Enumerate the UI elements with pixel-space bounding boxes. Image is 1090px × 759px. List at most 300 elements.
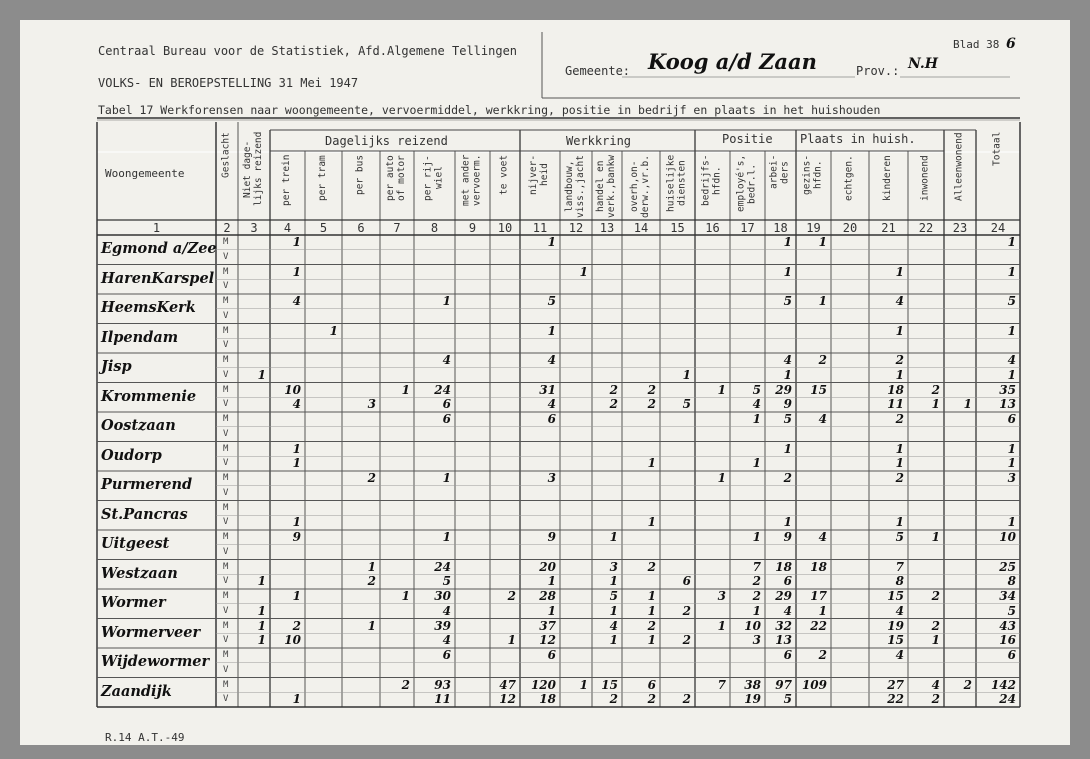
table-cell: 3 — [717, 589, 726, 603]
table-cell: 28 — [539, 589, 556, 603]
table-cell: 6 — [442, 648, 451, 662]
table-cell: 20 — [539, 559, 556, 574]
woongemeente-name: Oostzaan — [101, 417, 176, 434]
table-cell: 3 — [1007, 471, 1016, 485]
table-cell: 6 — [547, 412, 556, 426]
table-cell: 3 — [609, 559, 618, 574]
table-cell: 1 — [609, 574, 618, 589]
table-cell: 39 — [434, 618, 451, 633]
table-cell: 1 — [931, 397, 940, 412]
table-cell: 1 — [931, 633, 940, 648]
table-cell: 10 — [999, 530, 1016, 544]
table-cell: 2 — [647, 692, 656, 707]
table-cell: 5 — [1007, 294, 1016, 308]
table-cell: 1 — [818, 294, 827, 308]
sex-label: M — [223, 591, 229, 601]
table-cell: 15 — [887, 589, 904, 603]
table-cell: 4 — [818, 530, 827, 544]
table-cell: 1 — [367, 559, 376, 574]
table-cell: 4 — [547, 397, 556, 412]
table-cell: 8 — [895, 574, 904, 589]
column-header-24: Totaal — [991, 132, 1003, 167]
column-number-15: 15 — [670, 221, 685, 235]
column-number-22: 22 — [918, 221, 934, 235]
column-header-21: kinderen — [882, 155, 894, 201]
table-cell: 4 — [292, 294, 301, 308]
sex-label: V — [223, 487, 229, 498]
table-cell: 2 — [647, 618, 656, 633]
table-cell: 22 — [810, 618, 827, 633]
table-cell: 6 — [547, 648, 556, 662]
table-cell: 1 — [1007, 441, 1016, 456]
table-cell: 4 — [1007, 353, 1016, 367]
gemeente-value: Koog a/d Zaan — [648, 49, 817, 74]
table-cell: 3 — [547, 471, 556, 485]
sex-label: M — [223, 561, 229, 572]
table-cell: 16 — [999, 633, 1016, 648]
column-number-2: 2 — [223, 221, 231, 235]
table-cell: 5 — [752, 382, 761, 397]
woongemeente-name: HarenKarspel — [101, 269, 215, 287]
table-cell: 9 — [783, 397, 792, 412]
column-header-14: overh,on- derw.,vr.b. — [629, 155, 651, 218]
table-cell: 2 — [401, 677, 410, 692]
column-number-20: 20 — [842, 221, 858, 235]
table-cell: 1 — [895, 441, 904, 456]
table-cell: 2 — [647, 559, 656, 574]
table-cell: 1 — [647, 456, 656, 471]
table-cell: 1 — [818, 603, 827, 618]
table-cell: 2 — [818, 648, 827, 662]
column-header-13: handel en verk.,bankw — [595, 155, 617, 218]
column-number-24: 24 — [990, 221, 1006, 235]
column-number-4: 4 — [283, 221, 292, 235]
table-cell: 1 — [367, 618, 376, 633]
table-cell: 6 — [442, 397, 451, 412]
sex-label: V — [223, 694, 229, 705]
table-cell: 2 — [752, 589, 761, 603]
table-cell: 1 — [895, 515, 904, 530]
table-title: Tabel 17 Werkforensen naar woongemeente, vervoermiddel, werkkring, positie in bedrijf en plaats in het huishouden — [98, 103, 881, 117]
table-cell: 2 — [609, 692, 618, 707]
sex-label: M — [223, 325, 229, 336]
table-cell: 2 — [609, 382, 618, 397]
table-cell: 4 — [895, 603, 904, 618]
table-cell: 4 — [442, 353, 451, 367]
page-number-suffix: 6 — [1006, 36, 1016, 52]
sex-label: V — [223, 340, 229, 351]
table-cell: 1 — [1007, 456, 1016, 471]
table-cell: 9 — [547, 530, 556, 544]
group-werkkring: Werkkring — [566, 134, 632, 148]
column-number-17: 17 — [740, 221, 755, 235]
table-cell: 1 — [818, 235, 827, 249]
table-cell: 5 — [783, 294, 792, 308]
table-cell: 1 — [717, 471, 726, 485]
column-header-8: per rij- wiel — [422, 155, 445, 201]
table-cell: 1 — [292, 441, 301, 456]
table-cell: 1 — [783, 515, 792, 530]
table-cell: 5 — [1007, 603, 1016, 618]
woongemeente-name: Ilpendam — [101, 328, 179, 346]
table-cell: 12 — [539, 633, 556, 648]
sex-label: V — [223, 605, 229, 616]
table-cell: 3 — [367, 397, 376, 412]
column-header-woongemeente: Woongemeente — [105, 167, 185, 180]
column-number-23: 23 — [952, 221, 968, 235]
table-cell: 1 — [895, 456, 904, 471]
table-cell: 35 — [999, 382, 1016, 397]
table-cell: 18 — [810, 559, 827, 574]
table-cell: 19 — [887, 618, 904, 633]
table-cell: 1 — [647, 633, 656, 648]
table-cell: 2 — [931, 618, 940, 633]
table-cell: 1 — [1007, 235, 1016, 249]
column-header-22: inwonend — [919, 155, 931, 201]
table-cell: 15 — [887, 633, 904, 648]
woongemeente-name: Jisp — [101, 358, 132, 375]
table-cell: 29 — [775, 382, 792, 397]
table-cell: 4 — [609, 618, 618, 633]
census-form-sheet — [20, 20, 1070, 745]
table-cell: 18 — [539, 692, 556, 707]
sex-label: V — [223, 546, 229, 557]
table-cell: 2 — [682, 692, 691, 707]
table-cell: 2 — [895, 353, 904, 367]
province-label: Prov.: — [856, 64, 900, 78]
table-cell: 1 — [257, 574, 266, 589]
table-cell: 1 — [783, 235, 792, 249]
table-cell: 6 — [1007, 648, 1016, 662]
table-cell: 1 — [292, 692, 301, 707]
column-header-5: per tram — [317, 155, 329, 201]
table-cell: 5 — [783, 412, 792, 426]
sex-label: V — [223, 576, 229, 587]
table-cell: 6 — [783, 574, 792, 589]
table-cell: 1 — [783, 367, 792, 382]
table-cell: 1 — [547, 603, 556, 618]
table-cell: 4 — [818, 412, 827, 426]
table-cell: 4 — [895, 648, 904, 662]
sex-label: V — [223, 458, 229, 469]
table-cell: 11 — [887, 397, 904, 412]
bureau-heading: Centraal Bureau voor de Statistiek, Afd.Algemene Tellingen — [98, 44, 518, 58]
table-cell: 2 — [682, 633, 691, 648]
column-header-11: nijver- heid — [528, 155, 550, 196]
column-header-18: arbei- ders — [768, 155, 791, 190]
table-cell: 22 — [887, 692, 904, 707]
table-cell: 4 — [783, 353, 792, 367]
census-heading: VOLKS- EN BEROEPSTELLING 31 Mei 1947 — [98, 76, 359, 90]
table-cell: 24 — [434, 382, 451, 397]
sex-label: M — [223, 650, 229, 660]
table-cell: 10 — [744, 618, 761, 633]
table-cell: 2 — [507, 589, 516, 603]
table-cell: 1 — [609, 603, 618, 618]
table-cell: 1 — [1007, 264, 1016, 279]
table-cell: 1 — [292, 515, 301, 530]
sex-label: V — [223, 635, 229, 646]
table-cell: 1 — [442, 530, 451, 544]
table-cell: 2 — [367, 574, 376, 589]
group-plaats-in-huishouden: Plaats in huish. — [800, 132, 916, 146]
table-cell: 18 — [887, 382, 904, 397]
table-cell: 2 — [818, 353, 827, 367]
table-cell: 1 — [547, 235, 556, 249]
column-number-6: 6 — [357, 221, 365, 235]
table-cell: 1 — [507, 633, 516, 648]
woongemeente-name: Zaandijk — [101, 682, 172, 700]
table-cell: 5 — [895, 530, 904, 544]
table-cell: 5 — [442, 574, 451, 589]
table-cell: 11 — [434, 692, 451, 707]
table-cell: 1 — [401, 589, 410, 603]
table-cell: 1 — [609, 633, 618, 648]
table-cell: 13 — [999, 397, 1016, 412]
table-cell: 1 — [895, 264, 904, 279]
sex-label: M — [223, 443, 229, 454]
table-cell: 1 — [895, 323, 904, 338]
table-cell: 1 — [292, 264, 301, 279]
woongemeente-name: HeemsKerk — [101, 299, 196, 316]
table-cell: 5 — [783, 692, 792, 707]
table-cell: 2 — [682, 603, 691, 618]
table-cell: 1 — [547, 323, 556, 338]
form-code-footer: R.14 A.T.-49 — [105, 731, 185, 744]
woongemeente-name: Purmerend — [101, 476, 193, 493]
table-cell: 7 — [717, 677, 726, 692]
table-cell: 2 — [895, 471, 904, 485]
column-header-7: per auto of motor — [385, 155, 407, 201]
table-cell: 2 — [292, 618, 301, 633]
table-cell: 142 — [990, 677, 1016, 692]
table-cell: 4 — [442, 633, 451, 648]
table-cell: 6 — [647, 677, 656, 692]
table-cell: 5 — [609, 589, 618, 603]
table-cell: 1 — [547, 574, 556, 589]
table-cell: 47 — [499, 677, 516, 692]
column-number-9: 9 — [468, 221, 477, 235]
table-cell: 1 — [292, 235, 301, 249]
column-number-10: 10 — [497, 221, 513, 235]
column-number-16: 16 — [705, 221, 720, 235]
table-cell: 9 — [292, 530, 301, 544]
table-cell: 2 — [931, 692, 940, 707]
table-cell: 1 — [717, 618, 726, 633]
table-cell: 1 — [579, 264, 588, 279]
table-cell: 19 — [744, 692, 761, 707]
woongemeente-name: Wormer — [101, 594, 166, 611]
table-cell: 37 — [539, 618, 556, 633]
table-cell: 4 — [752, 397, 761, 412]
gemeente-label: Gemeente: — [565, 64, 631, 78]
table-cell: 5 — [682, 397, 691, 412]
table-cell: 120 — [530, 677, 556, 692]
table-cell: 1 — [257, 633, 266, 648]
table-cell: 15 — [601, 677, 618, 692]
table-cell: 4 — [895, 294, 904, 308]
table-cell: 1 — [783, 264, 792, 279]
sex-label: V — [223, 281, 229, 292]
table-cell: 15 — [810, 382, 827, 397]
sex-label: V — [223, 251, 229, 262]
table-cell: 2 — [931, 382, 940, 397]
column-number-14: 14 — [633, 221, 649, 235]
column-header-23: Alleenwonend — [953, 132, 965, 201]
table-cell: 2 — [609, 397, 618, 412]
table-cell: 6 — [442, 412, 451, 426]
table-cell: 1 — [783, 441, 792, 456]
table-cell: 2 — [963, 677, 972, 692]
woongemeente-name: Krommenie — [101, 387, 197, 405]
table-cell: 1 — [1007, 323, 1016, 338]
column-number-18: 18 — [773, 221, 788, 235]
table-cell: 24 — [999, 692, 1016, 707]
group-positie: Positie — [722, 132, 773, 146]
table-cell: 4 — [783, 603, 792, 618]
sex-label: M — [223, 502, 229, 513]
table-cell: 7 — [895, 559, 904, 574]
table-cell: 24 — [434, 559, 451, 574]
column-number-8: 8 — [430, 221, 439, 235]
table-cell: 3 — [752, 633, 761, 648]
sex-label: V — [223, 310, 229, 321]
column-number-21: 21 — [881, 221, 896, 235]
table-cell: 4 — [292, 397, 301, 412]
table-cell: 13 — [775, 633, 792, 648]
table-cell: 10 — [284, 382, 301, 397]
table-cell: 38 — [744, 677, 761, 692]
table-cell: 1 — [292, 589, 301, 603]
sex-label: M — [223, 384, 229, 395]
table-cell: 109 — [801, 677, 827, 692]
table-cell: 4 — [442, 603, 451, 618]
column-number-7: 7 — [393, 221, 401, 235]
table-cell: 6 — [783, 648, 792, 662]
table-cell: 1 — [647, 589, 656, 603]
table-cell: 2 — [647, 397, 656, 412]
woongemeente-name: Westzaan — [101, 564, 178, 582]
table-cell: 93 — [434, 677, 451, 692]
woongemeente-name: Wormerveer — [101, 623, 201, 641]
column-number-13: 13 — [599, 221, 615, 235]
sex-label: M — [223, 355, 229, 365]
sex-label: M — [223, 473, 229, 483]
table-cell: 29 — [775, 589, 792, 603]
table-cell: 1 — [1007, 515, 1016, 530]
sex-label: M — [223, 237, 229, 247]
sex-label: V — [223, 517, 229, 528]
table-cell: 1 — [257, 367, 266, 382]
table-cell: 1 — [329, 323, 338, 338]
table-cell: 1 — [717, 382, 726, 397]
column-header-4: per trein — [281, 155, 293, 207]
column-header-17: employé's, bedr.l. — [735, 155, 758, 213]
sex-label: M — [223, 414, 229, 424]
table-cell: 34 — [999, 589, 1016, 603]
woongemeente-name: St.Pancras — [101, 505, 188, 523]
table-cell: 1 — [682, 367, 691, 382]
table-cell: 17 — [810, 589, 827, 603]
table-cell: 1 — [963, 397, 972, 412]
page-number-label: Blad 38 — [953, 38, 1000, 51]
table-cell: 4 — [931, 677, 940, 692]
sex-label: V — [223, 428, 229, 439]
table-cell: 1 — [1007, 367, 1016, 382]
table-cell: 25 — [999, 559, 1016, 574]
column-header-15: huiselijke diensten — [665, 155, 688, 213]
woongemeente-name: Uitgeest — [101, 535, 170, 552]
column-number-5: 5 — [319, 221, 328, 235]
table-cell: 2 — [895, 412, 904, 426]
column-header-2: Geslacht — [220, 132, 232, 178]
sex-label: M — [223, 679, 229, 690]
table-cell: 1 — [931, 530, 940, 544]
table-cell: 1 — [752, 456, 761, 471]
table-cell: 1 — [647, 603, 656, 618]
table-cell: 1 — [752, 412, 761, 426]
column-header-10: te voet — [498, 155, 510, 196]
table-cell: 7 — [752, 559, 761, 574]
group-dagelijks-reizend: Dagelijks reizend — [325, 134, 448, 148]
column-number-1: 1 — [152, 221, 161, 235]
table-cell: 1 — [752, 530, 761, 544]
table-cell: 1 — [442, 294, 451, 308]
table-cell: 1 — [579, 677, 588, 692]
table-cell: 9 — [783, 530, 792, 544]
table-cell: 1 — [752, 603, 761, 618]
table-cell: 1 — [292, 456, 301, 471]
table-cell: 2 — [783, 471, 792, 485]
table-cell: 18 — [775, 559, 792, 574]
sex-label: M — [223, 532, 229, 542]
sex-label: V — [223, 369, 229, 380]
woongemeente-name: Wijdewormer — [101, 653, 210, 670]
column-header-20: echtgen. — [843, 155, 855, 201]
province-value: N.H — [908, 56, 939, 72]
table-cell: 1 — [257, 618, 266, 633]
table-cell: 43 — [999, 618, 1016, 633]
table-cell: 2 — [647, 382, 656, 397]
table-cell: 4 — [547, 353, 556, 367]
table-cell: 1 — [895, 367, 904, 382]
table-cell: 30 — [434, 589, 451, 603]
table-cell: 10 — [284, 633, 301, 648]
column-header-12: landbouw, viss.,jacht — [564, 155, 586, 218]
table-cell: 2 — [367, 471, 376, 485]
column-number-19: 19 — [806, 221, 821, 235]
table-cell: 1 — [609, 530, 618, 544]
column-header-19: gezins- hfdn. — [801, 155, 824, 196]
column-header-16: bedrijfs- hfdn. — [700, 155, 723, 207]
woongemeente-name: Oudorp — [101, 446, 162, 464]
table-cell: 5 — [547, 294, 556, 308]
column-number-11: 11 — [532, 221, 548, 235]
sex-label: V — [223, 399, 229, 410]
sex-label: V — [223, 664, 229, 675]
table-cell: 2 — [931, 589, 940, 603]
table-cell: 27 — [887, 677, 904, 692]
column-header-3: Niet dage- lijks reizend — [242, 132, 264, 207]
table-cell: 1 — [401, 382, 410, 397]
column-number-3: 3 — [250, 221, 258, 235]
table-cell: 31 — [539, 382, 556, 397]
column-header-9: met ander vervoerm. — [460, 155, 483, 207]
table-cell: 8 — [1007, 574, 1016, 589]
table-cell: 32 — [775, 618, 792, 633]
table-cell: 1 — [257, 603, 266, 618]
table-cell: 1 — [442, 471, 451, 485]
